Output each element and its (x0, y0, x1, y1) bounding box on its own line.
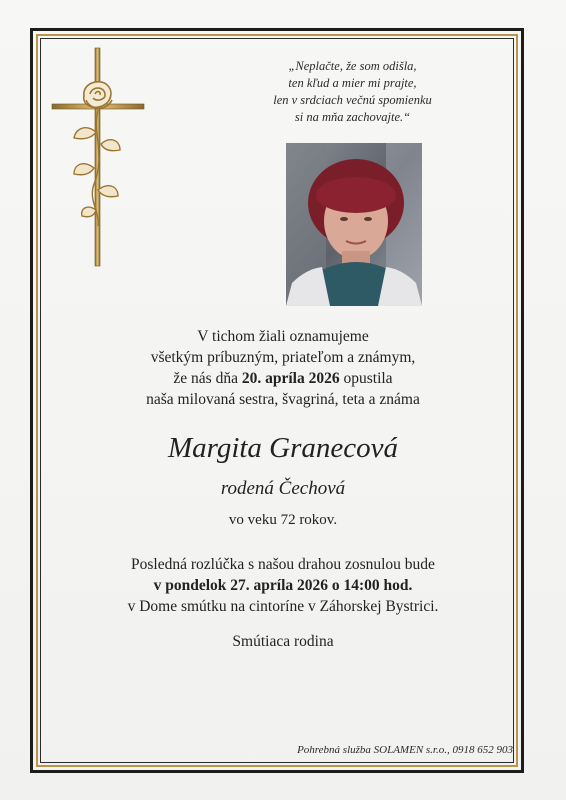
announcement-line (60, 368, 506, 389)
announcement-line: V tichom žiali oznamujeme (197, 328, 369, 345)
funeral-details (60, 554, 506, 617)
deceased-name: Margita Granecová (167, 432, 399, 464)
memorial-quote (250, 58, 455, 126)
quote-line: ten kľud a mier mi prajte, (288, 76, 417, 90)
portrait-photo (286, 143, 422, 306)
quote-line: len v srdciach večnú spomienku (273, 93, 432, 107)
announcement-line: všetkým príbuzným, priateľom a známym, (150, 349, 416, 366)
age-text: vo veku 72 rokov. (228, 512, 338, 528)
quote-line: „Neplačte, že som odišla, (288, 59, 417, 73)
funeral-date-time (60, 575, 506, 596)
funeral-service-footer: Pohrebná služba SOLAMEN s.r.o., 0918 652 903 (297, 744, 513, 756)
quote-line: si na mňa zachovajte.“ (294, 110, 411, 124)
announcement-text (60, 326, 506, 410)
funeral-location: v Dome smútku na cintoríne v Záhorskej Bystrici. (127, 598, 439, 615)
announcement-line: naša milovaná sestra, švagriná, teta a známa (146, 391, 420, 408)
funeral-line: Posledná rozlúčka s našou drahou zosnulou bude (131, 556, 435, 573)
maiden-name: rodená Čechová (220, 478, 346, 499)
funeral-date-bold: v pondelok 27. apríla 2026 o 14:00 hod. (153, 577, 413, 594)
cross-with-rose-icon (48, 44, 148, 269)
announcement-line-end: opustila (339, 370, 393, 387)
death-date: 20. apríla 2026 (241, 370, 340, 387)
announcement-line-start: že nás dňa (173, 370, 242, 387)
family-signature: Smútiaca rodina (232, 633, 334, 650)
